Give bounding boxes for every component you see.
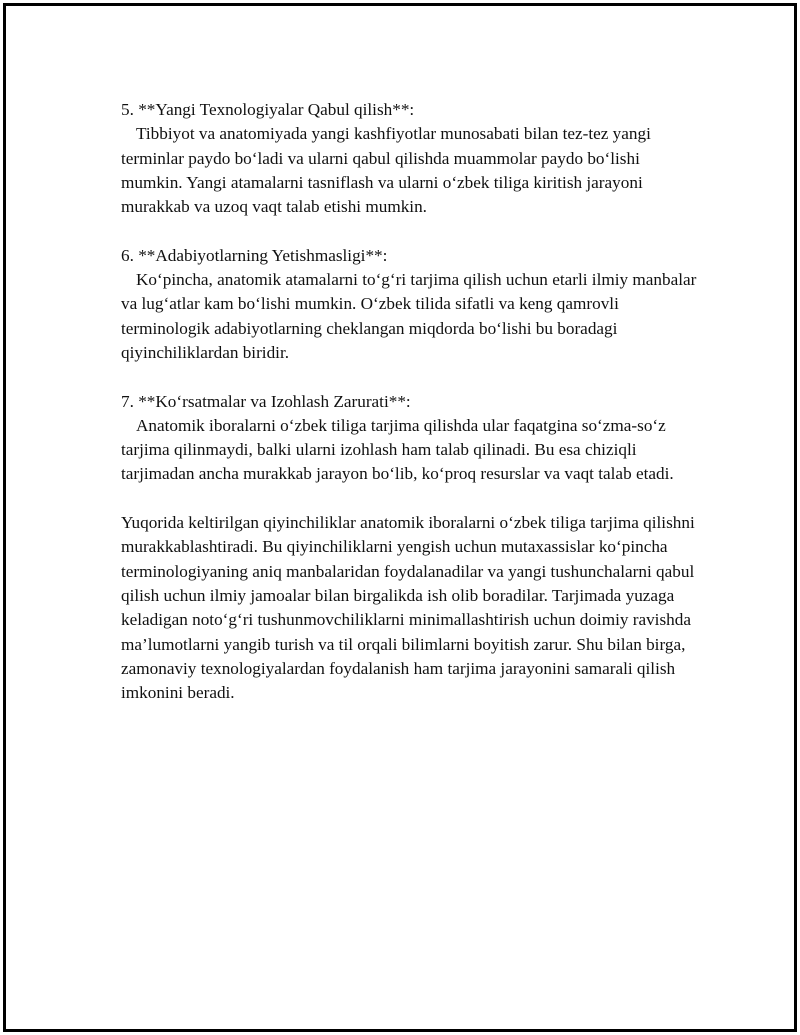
page-border (3, 3, 797, 1032)
section-literature-shortage (121, 244, 701, 365)
section-paragraph: Tibbiyot va anatomiyada yangi kashfiyotlar munosabati bilan tez-tez yangi terminlar paydo bo‘ladi va ularni qabul qilishda muammolar paydo bo‘lishi mumkin. Yangi atamalarni tasniflash va ularni o‘zbek tiliga kiritish jarayoni murakkab va uzoq vaqt talab etishi mumkin. (121, 124, 651, 217)
section-guidance-explanation (121, 390, 701, 487)
summary-section (121, 511, 701, 705)
summary-paragraph: Yuqorida keltirilgan qiyinchiliklar anatomik iboralarni o‘zbek tiliga tarjima qilishni murakkablashtiradi. Bu qiyinchiliklarni yengish uchun mutaxassislar ko‘pincha terminologiyaning aniq manbalaridan foydalanadilar va yangi tushunchalarni qabul qilish uchun ilmiy jamoalar bilan birgalikda ish olib boradilar. Tarjimada yuzaga keladigan noto‘g‘ri tushunmovchiliklarni minimallashtirish uchun doimiy ravishda ma’lumotlarni yangib turish va til orqali bilimlarni boyitish zarur. Shu bilan birga, zamonaviy texnologiyalardan foydalanish ham tarjima jarayonini samarali qilish imkonini beradi. (121, 513, 695, 703)
section-paragraph: Ko‘pincha, anatomik atamalarni to‘g‘ri tarjima qilish uchun etarli ilmiy manbalar va lug‘atlar kam bo‘lishi mumkin. O‘zbek tilida sifatli va keng qamrovli terminologik adabiyotlarning cheklangan miqdorda bo‘lishi bu boradagi qiyinchiliklardan biridir. (121, 270, 697, 362)
section-heading: 6. **Adabiyotlarning Yetishmasligi**: (121, 245, 388, 265)
section-new-technologies (121, 98, 701, 219)
section-heading: 5. **Yangi Texnologiyalar Qabul qilish**: (121, 100, 415, 119)
section-heading: 7. **Ko‘rsatmalar va Izohlash Zarurati**: (121, 391, 411, 411)
section-paragraph: Anatomik iboralarni o‘zbek tiliga tarjima qilishda ular faqatgina so‘zma-so‘z tarjima qilinmaydi, balki ularni izohlash ham talab qilinadi. Bu esa chiziqli tarjimadan ancha murakkab jarayon bo‘lib, ko‘proq resurslar va vaqt talab etadi. (121, 415, 674, 484)
document-body (121, 98, 701, 730)
